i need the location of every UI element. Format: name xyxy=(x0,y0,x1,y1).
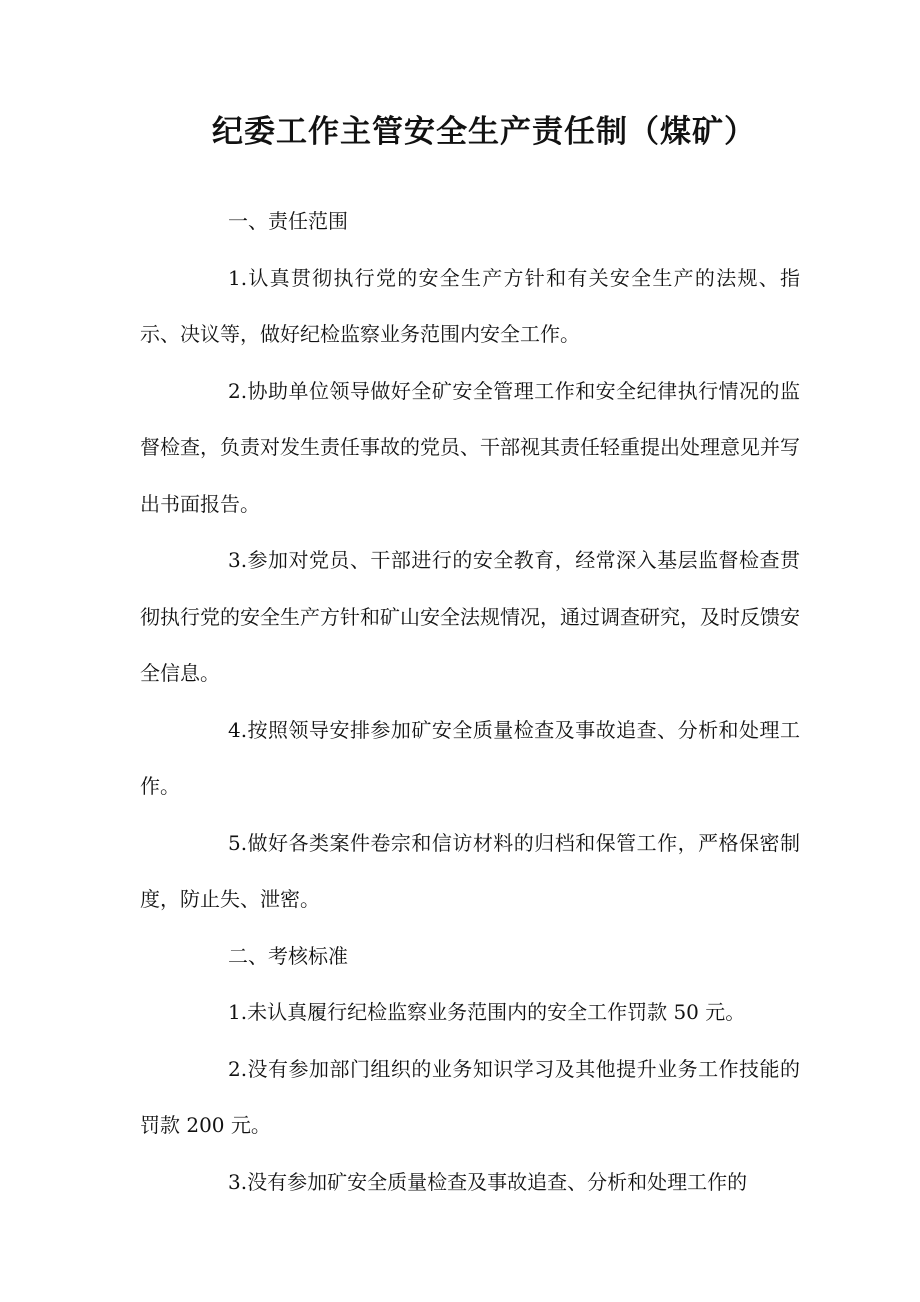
responsibility-item-2: 2.协助单位领导做好全矿安全管理工作和安全纪律执行情况的监督检查，负责对发生责任事故的党员、干部视其责任轻重提出处理意见并写出书面报告。 xyxy=(140,378,800,516)
assessment-item-3: 3.没有参加矿安全质量检查及事故追查、分析和处理工作的 xyxy=(228,1169,748,1194)
responsibility-item-5: 5.做好各类案件卷宗和信访材料的归档和保管工作，严格保密制度，防止失、泄密。 xyxy=(140,830,800,911)
responsibility-item-4: 4.按照领导安排参加矿安全质量检查及事故追查、分析和处理工作。 xyxy=(140,717,800,798)
responsibility-item-3: 3.参加对党员、干部进行的安全教育，经常深入基层监督检查贯彻执行党的安全生产方针和矿山安全法规情况，通过调查研究，及时反馈安全信息。 xyxy=(140,548,800,685)
document-body xyxy=(140,193,800,1210)
assessment-item-2: 2.没有参加部门组织的业务知识学习及其他提升业务工作技能的罚款 200 元。 xyxy=(140,1056,800,1137)
section-heading-assessment: 二、考核标准 xyxy=(228,943,348,968)
section-heading-responsibility: 一、责任范围 xyxy=(228,209,348,233)
assessment-item-1: 1.未认真履行纪检监察业务范围内的安全工作罚款 50 元。 xyxy=(228,1000,746,1024)
document-title: 纪委工作主管安全生产责任制（煤矿） xyxy=(212,114,756,150)
responsibility-item-1: 1.认真贯彻执行党的安全生产方针和有关安全生产的法规、指示、决议等，做好纪检监察业务范围内安全工作。 xyxy=(140,265,800,346)
